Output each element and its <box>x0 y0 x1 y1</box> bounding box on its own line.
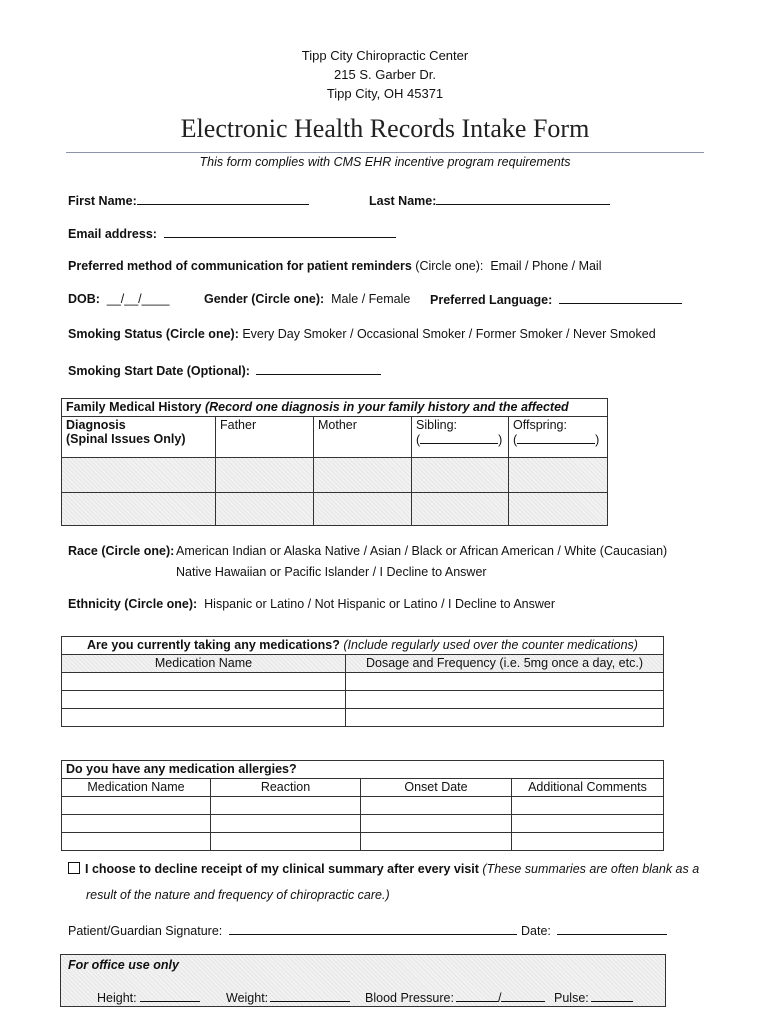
office-blood-pressure: Blood Pressure: / <box>365 990 545 1005</box>
office-weight: Weight: <box>226 990 350 1005</box>
race-options-line-2[interactable]: Native Hawaiian or Pacific Islander / I Decline to Answer <box>176 565 487 579</box>
first-name-label: First Name: <box>68 194 137 208</box>
signature-label: Patient/Guardian Signature: <box>68 924 223 938</box>
clinic-name: Tipp City Chiropractic Center <box>301 48 469 63</box>
communication-options[interactable]: Email / Phone / Mail <box>490 259 602 273</box>
date-label: Date: <box>521 924 551 938</box>
table-row <box>62 691 664 709</box>
table-cell[interactable] <box>412 458 509 493</box>
email-row <box>68 226 396 241</box>
communication-hint: (Circle one): <box>415 259 484 273</box>
table-cell[interactable] <box>361 815 512 833</box>
table-cell[interactable] <box>62 691 346 709</box>
title-divider <box>66 152 704 153</box>
table-row <box>62 709 664 727</box>
table-cell[interactable] <box>62 833 211 851</box>
table-row <box>62 815 664 833</box>
last-name-row <box>369 193 610 208</box>
table-row <box>62 493 608 526</box>
table-row <box>62 833 664 851</box>
ethnicity-row <box>68 597 555 611</box>
decline-note-1: (These summaries are often blank as a <box>482 862 700 876</box>
form-title: Electronic Health Records Intake Form <box>180 114 590 143</box>
ethnicity-label: Ethnicity (Circle one): <box>68 597 198 611</box>
decline-row <box>68 862 699 876</box>
race-row <box>68 544 174 558</box>
email-field[interactable] <box>164 226 396 238</box>
race-label: Race (Circle one): <box>68 544 175 558</box>
allergy-medication-header: Medication Name <box>62 779 211 797</box>
smoking-options[interactable]: Every Day Smoker / Occasional Smoker / Former Smoker / Never Smoked <box>242 327 656 341</box>
office-pulse: Pulse: <box>554 990 633 1005</box>
table-row <box>62 673 664 691</box>
smoking-start-field[interactable] <box>256 363 381 375</box>
date-field[interactable] <box>557 923 667 935</box>
office-use-box <box>60 954 666 1007</box>
decline-checkbox[interactable] <box>68 862 80 874</box>
table-cell[interactable] <box>346 709 664 727</box>
table-row <box>62 797 664 815</box>
table-cell[interactable] <box>509 493 608 526</box>
table-cell[interactable] <box>512 797 664 815</box>
sibling-header: Sibling: <box>416 418 457 432</box>
table-cell[interactable] <box>346 673 664 691</box>
table-cell[interactable] <box>62 709 346 727</box>
weight-field[interactable] <box>270 990 350 1002</box>
family-history-title-italic: (Record one diagnosis in your family history and the affected <box>204 400 569 414</box>
language-label: Preferred Language: <box>430 293 553 307</box>
onset-date-header: Onset Date <box>361 779 512 797</box>
mother-header: Mother <box>314 417 412 458</box>
last-name-field[interactable] <box>436 193 610 205</box>
first-name-row <box>68 193 309 208</box>
table-cell[interactable] <box>211 797 361 815</box>
first-name-field[interactable] <box>137 193 309 205</box>
medications-question: Are you currently taking any medications? <box>87 638 340 652</box>
smoking-label: Smoking Status (Circle one): <box>68 327 239 341</box>
email-label: Email address: <box>68 227 157 241</box>
pulse-field[interactable] <box>591 990 633 1002</box>
table-cell[interactable] <box>512 833 664 851</box>
date-row <box>521 923 667 938</box>
communication-row <box>68 259 602 273</box>
medications-hint: (Include regularly used over the counter medications) <box>343 638 638 652</box>
diagnosis-header-cell <box>62 417 216 458</box>
allergies-table <box>61 760 664 851</box>
dosage-header: Dosage and Frequency (i.e. 5mg once a day, etc.) <box>346 655 664 673</box>
table-cell[interactable] <box>361 797 512 815</box>
table-cell[interactable] <box>509 458 608 493</box>
father-header: Father <box>216 417 314 458</box>
table-cell[interactable] <box>216 493 314 526</box>
language-row <box>430 292 682 307</box>
table-cell[interactable] <box>512 815 664 833</box>
table-cell[interactable] <box>62 493 216 526</box>
table-cell[interactable] <box>211 815 361 833</box>
communication-label: Preferred method of communication for patient reminders <box>68 259 412 273</box>
table-cell[interactable] <box>211 833 361 851</box>
signature-row <box>68 923 517 938</box>
form-subtitle: This form complies with CMS EHR incentive program requirements <box>199 155 571 169</box>
sibling-header-cell <box>412 417 509 458</box>
address-line-2: Tipp City, OH 45371 <box>326 86 444 101</box>
office-height: Height: <box>97 990 200 1005</box>
table-cell[interactable] <box>62 673 346 691</box>
decline-note-2: result of the nature and frequency of chiropractic care.) <box>86 888 390 902</box>
bp-diastolic-field[interactable] <box>501 990 545 1002</box>
diagnosis-subheader: (Spinal Issues Only) <box>66 432 186 446</box>
medication-name-header: Medication Name <box>62 655 346 673</box>
offspring-header: Offspring: <box>513 418 567 432</box>
gender-options[interactable]: Male / Female <box>331 292 411 306</box>
signature-field[interactable] <box>229 923 517 935</box>
race-options-line-1[interactable]: American Indian or Alaska Native / Asian / Black or African American / White (Caucasian) <box>176 544 668 558</box>
table-cell[interactable] <box>216 458 314 493</box>
table-cell[interactable] <box>412 493 509 526</box>
smoking-start-label: Smoking Start Date (Optional): <box>68 364 250 378</box>
decline-statement: I choose to decline receipt of my clinical summary after every visit <box>85 862 479 876</box>
table-row <box>62 458 608 493</box>
table-cell[interactable] <box>62 797 211 815</box>
family-history-title <box>62 399 608 417</box>
diagnosis-header: Diagnosis <box>66 418 126 432</box>
ethnicity-options[interactable]: Hispanic or Latino / Not Hispanic or Latino / I Decline to Answer <box>204 597 556 611</box>
table-cell[interactable] <box>361 833 512 851</box>
family-history-title-bold: Family Medical History <box>66 400 202 414</box>
height-field[interactable] <box>140 990 200 1002</box>
table-cell[interactable] <box>346 691 664 709</box>
gender-row <box>204 292 410 306</box>
table-cell[interactable] <box>314 458 412 493</box>
dob-field[interactable]: __/__/____ <box>106 292 170 306</box>
address-line-1: 215 S. Garber Dr. <box>334 67 436 82</box>
medications-question-cell <box>62 637 664 655</box>
table-cell[interactable] <box>62 458 216 493</box>
offspring-blank[interactable]: ( ) <box>513 433 600 447</box>
smoking-row <box>68 327 656 341</box>
offspring-header-cell <box>509 417 608 458</box>
gender-label: Gender (Circle one): <box>204 292 325 306</box>
office-use-title: For office use only <box>68 958 179 972</box>
bp-systolic-field[interactable] <box>456 990 498 1002</box>
reaction-header: Reaction <box>211 779 361 797</box>
language-field[interactable] <box>559 292 682 304</box>
last-name-label: Last Name: <box>369 194 437 208</box>
dob-row <box>68 292 169 306</box>
sibling-blank[interactable]: ( ) <box>416 433 503 447</box>
smoking-start-row <box>68 363 381 378</box>
comments-header: Additional Comments <box>512 779 664 797</box>
allergies-question: Do you have any medication allergies? <box>62 761 664 779</box>
dob-label: DOB: <box>68 292 100 306</box>
table-cell[interactable] <box>314 493 412 526</box>
table-cell[interactable] <box>62 815 211 833</box>
family-history-table <box>61 398 608 526</box>
medications-table <box>61 636 664 727</box>
